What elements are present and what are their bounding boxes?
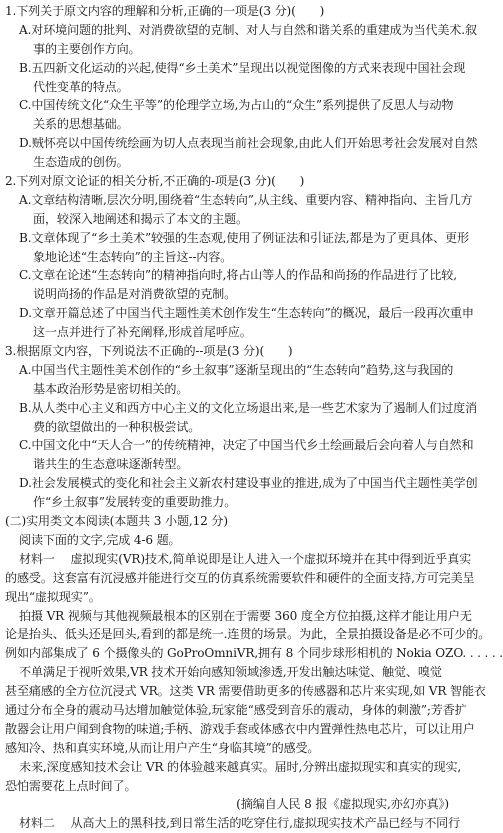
option-a: A.文章结构清晰,层次分明,围绕着“生态转向”,从主线、重要内容、精神指向、主旨几方: [19, 192, 473, 207]
paragraph-line: 例如内部集成了 6 个摄像头的 GoProOmniVR,拥有 8 个同步球形相机的 Nokia OZO. . . . . .: [5, 646, 503, 661]
section-heading-block: [5, 512, 463, 550]
paragraph-line: 通过分布全身的震动马达增加触觉体验,玩家能“感受到音乐的震动，身体的刺激”;芳香扩: [5, 702, 467, 717]
option-b: B.从人类中心主义和西方中心主义的文化立场退出来,是一些艺术家为了遏制人们过度消: [19, 400, 478, 415]
option-b: B.文章体现了“乡土美术”较强的生态观,使用了例证法和引证法,都是为了更具体、更形: [19, 230, 469, 245]
section-instruction: 阅读下面的文字,完成 4-6 题。: [19, 532, 181, 547]
paragraph-line: 材料一 虚拟现实(VR)技术,简单说即是让人进入一个虚拟环境并在其中得到近乎真实: [19, 551, 472, 566]
paragraph-line: 论是抬头、低头还是回头,看到的都是统一.连贯的场景。为此，全景拍摄设备是必不可少的。: [5, 627, 491, 642]
paragraph-line: 感知冷、热和真实环境,从而让用户产生“身临其境”的感受。: [5, 740, 320, 755]
option-c-cont: 说明尚扬的作品是对消费欲望的克制。: [33, 287, 237, 302]
question-3: [5, 342, 478, 512]
material-2: [5, 814, 463, 833]
option-b-cont: 代性变革的特点。: [33, 79, 129, 94]
paragraph-line: 散器会让用户闻到食物的味道;手柄、游戏手套或体感衣中内置弹性热电芯片，可以让用户: [5, 721, 475, 736]
option-c: C.中国传统文化“众生平等”的伦理学立场,为占山的“众生”系列提供了反思人与动物: [19, 98, 454, 113]
question-stem: 3.根据原文内容，下列说法不正确的--项是(3 分)( ): [5, 344, 293, 359]
option-d: D.社会发展模式的变化和社会主义新农村建设事业的推进,成为了中国当代主题性美学创: [19, 476, 478, 491]
paragraph-line: 恐怕需要花上点时间了。: [5, 778, 137, 793]
paragraph-line: 材料二 从高大上的黑科技,到日常生活的吃穿住行,虚拟现实技术产品已经与不同行: [19, 816, 461, 831]
section-heading: (二)实用类文本阅读(本题共 3 小题,12 分): [5, 514, 228, 529]
option-d-cont: 这一点并进行了补充阐释,形成首尾呼应。: [33, 325, 252, 340]
material-1: [5, 550, 503, 814]
option-c: C.中国文化中“天人合一”的传统精神，决定了中国当代乡土绘画最后会向着人与自然和: [19, 438, 474, 453]
question-1: [5, 2, 478, 172]
option-c-cont: 谐共生的生态意味逐渐转型。: [33, 457, 189, 472]
paragraph-line: 不单满足于视听效果,VR 技术开始向感知领域渗透,开发出触达味觉、触觉、嗅觉: [19, 665, 442, 680]
paragraph-line: 现出“虚拟现实”。: [5, 589, 101, 604]
option-d: D.贼怀亮以中国传统绘画为切人点表现当前社会现象,由此人们开始思考社会发展对自然: [19, 136, 478, 151]
option-a: A.中国当代主题性美术创作的“乡土叙事”逐渐呈现出的“生态转向”趋势,这与我国的: [19, 362, 454, 377]
option-c: C.文章在论述“生态转向”的精神指向时,将占山等人的作品和尚扬的作品进行了比较,: [19, 268, 457, 283]
option-d-cont: 作“乡土叙事”发展转变的重要助推力。: [33, 495, 237, 510]
option-a-cont: 事的主要创作方向。: [33, 41, 141, 56]
source-citation: (摘编自人民 8 报《虚拟现实,亦幻亦真》): [236, 797, 449, 812]
paragraph-line: 拍摄 VR 视频与其他视频最根本的区别在于需要 360 度全方位拍摄,这样才能让用户无: [19, 608, 472, 623]
option-b: B.五四新文化运动的兴起,使得“乡土美术”呈现出以视觉图像的方式来表现中国社会现: [19, 60, 466, 75]
question-stem: 1.下列关于原文内容的理解和分析,正确的一项是(3 分)( ): [5, 4, 325, 18]
question-2: [5, 172, 474, 342]
option-b-cont: 费的欲望做出的一种积极尝试。: [33, 419, 201, 434]
option-d-cont: 生态造成的创伤。: [33, 155, 129, 170]
option-a-cont: 基本政治形势是密切相关的。: [33, 381, 189, 396]
paragraph-line: 未来,深度感知技术会让 VR 的体验越来越真实。届时,分辨出虚拟现实和真实的现实,: [19, 759, 462, 774]
option-b-cont: 象地论述“生态转向”的主旨这--内容。: [33, 249, 233, 264]
option-a-cont: 面，较深入地阐述和揭示了本文的主题。: [33, 211, 248, 226]
paragraph-line: 的感受。这套富有沉浸感并能进行交互的仿真系统需要软件和硬件的全面支持,方可完美呈: [5, 570, 475, 585]
exam-page: [5, 2, 503, 831]
option-a: A.对环境问题的批判、对消费欲望的克制、对人与自然和谐关系的重建成为当代美术.叙: [19, 22, 477, 37]
paragraph-line: 甚至痛感的全方位沉浸式 VR。这类 VR 需要借助更多的传感器和芯片来实现,如 VR 智能衣: [5, 684, 486, 699]
option-c-cont: 关系的思想基础。: [33, 117, 129, 132]
option-d: D.文章开篇总述了中国当代主题性美术创作发生“生态转向”的概况，最后一段再次重申: [19, 306, 474, 321]
question-stem: 2.下列对原文论证的相关分析,不正确的-项是(3 分)( ): [5, 174, 305, 189]
